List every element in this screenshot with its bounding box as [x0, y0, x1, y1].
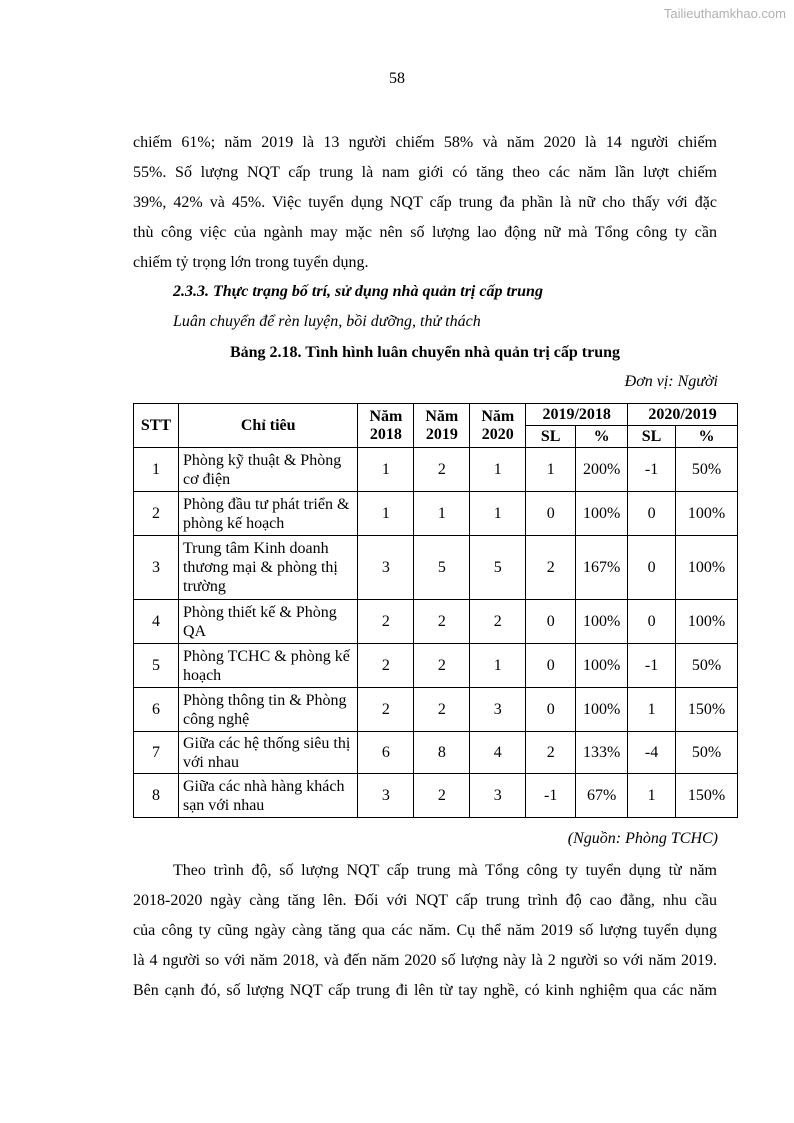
paragraph-intro [133, 128, 717, 278]
page-number: 58 [389, 70, 405, 87]
text-line: chiếm tỷ trọng lớn trong tuyển dụng. [133, 254, 369, 271]
cell-sl-1: 2 [526, 732, 576, 774]
cell-stt: 6 [134, 688, 179, 732]
cell-2019: 1 [414, 492, 470, 536]
table-row [134, 600, 738, 644]
paragraph-recruitment [133, 856, 717, 1006]
cell-stt: 2 [134, 492, 179, 536]
watermark: Tailieuthamkhao.com [663, 6, 786, 21]
cell-sl-1: 1 [526, 448, 576, 492]
cell-pct-2: 100% [676, 600, 738, 644]
cell-stt: 4 [134, 600, 179, 644]
header-year-2019: Năm 2019 [414, 404, 470, 448]
cell-2018: 2 [358, 644, 414, 688]
cell-2019: 2 [414, 644, 470, 688]
cell-2019: 2 [414, 774, 470, 818]
cell-2019: 8 [414, 732, 470, 774]
cell-2018: 1 [358, 448, 414, 492]
cell-pct-1: 100% [576, 492, 628, 536]
cell-sl-2: 0 [628, 536, 676, 600]
rotation-table [133, 403, 738, 818]
cell-pct-2: 100% [676, 536, 738, 600]
text-line: Theo trình độ, số lượng NQT cấp trung mà Tổng công ty tuyển dụng từ năm [173, 862, 717, 879]
cell-sl-2: -1 [628, 448, 676, 492]
cell-2018: 6 [358, 732, 414, 774]
cell-pct-1: 100% [576, 644, 628, 688]
text-line: thù công việc của ngành may mặc nên số lượng lao động nữ mà Tổng công ty cần [133, 224, 717, 241]
source-note: (Nguồn: Phòng TCHC) [567, 830, 718, 847]
cell-2018: 3 [358, 774, 414, 818]
cell-2018: 1 [358, 492, 414, 536]
cell-2020: 4 [470, 732, 526, 774]
cell-indicator: Phòng thiết kế & Phòng QA [178, 600, 357, 644]
header-year-2018: Năm 2018 [358, 404, 414, 448]
header-pct: % [576, 426, 628, 448]
cell-pct-2: 50% [676, 448, 738, 492]
text-line: 55%. Số lượng NQT cấp trung là nam giới có tăng theo các năm lần lượt chiếm [133, 164, 717, 181]
cell-pct-1: 100% [576, 688, 628, 732]
header-compare-2020-2019: 2020/2019 [628, 404, 738, 426]
cell-stt: 3 [134, 536, 179, 600]
cell-2020: 1 [470, 644, 526, 688]
cell-sl-1: 0 [526, 492, 576, 536]
cell-sl-1: 0 [526, 688, 576, 732]
cell-indicator: Phòng kỹ thuật & Phòng cơ điện [178, 448, 357, 492]
cell-pct-2: 50% [676, 644, 738, 688]
section-heading: 2.3.3. Thực trạng bố trí, sử dụng nhà quản trị cấp trung [173, 283, 543, 300]
cell-indicator: Phòng TCHC & phòng kế hoạch [178, 644, 357, 688]
cell-pct-2: 50% [676, 732, 738, 774]
header-year-2020: Năm 2020 [470, 404, 526, 448]
cell-2019: 2 [414, 448, 470, 492]
header-sl: SL [628, 426, 676, 448]
cell-indicator: Giữa các nhà hàng khách sạn với nhau [178, 774, 357, 818]
cell-pct-1: 133% [576, 732, 628, 774]
cell-sl-2: 1 [628, 774, 676, 818]
cell-sl-1: 0 [526, 600, 576, 644]
header-indicator: Chỉ tiêu [178, 404, 357, 448]
cell-pct-1: 200% [576, 448, 628, 492]
cell-stt: 5 [134, 644, 179, 688]
text-line: Bên cạnh đó, số lượng NQT cấp trung đi lên từ tay nghề, có kinh nghiệm qua các năm [133, 982, 717, 999]
cell-pct-1: 167% [576, 536, 628, 600]
cell-2019: 2 [414, 600, 470, 644]
cell-2020: 1 [470, 492, 526, 536]
cell-indicator: Trung tâm Kinh doanh thương mại & phòng thị trường [178, 536, 357, 600]
cell-2020: 1 [470, 448, 526, 492]
cell-sl-1: 0 [526, 644, 576, 688]
cell-sl-2: 0 [628, 492, 676, 536]
header-compare-2019-2018: 2019/2018 [526, 404, 628, 426]
cell-pct-2: 100% [676, 492, 738, 536]
cell-2018: 3 [358, 536, 414, 600]
table-row [134, 448, 738, 492]
cell-stt: 8 [134, 774, 179, 818]
table-title: Bảng 2.18. Tình hình luân chuyển nhà quản trị cấp trung [229, 344, 621, 361]
cell-sl-1: 2 [526, 536, 576, 600]
sub-heading: Luân chuyển để rèn luyện, bồi dưỡng, thử thách [173, 313, 481, 330]
cell-sl-2: -4 [628, 732, 676, 774]
text-line: 39%, 42% và 45%. Việc tuyển dụng NQT cấp trung đa phần là nữ cho thấy với đặc [133, 194, 717, 211]
cell-2019: 5 [414, 536, 470, 600]
table-row [134, 492, 738, 536]
text-line: của công ty cũng ngày càng tăng qua các năm. Cụ thể năm 2019 số lượng tuyển dụng [133, 922, 717, 939]
cell-2020: 3 [470, 688, 526, 732]
header-sl: SL [526, 426, 576, 448]
cell-pct-2: 150% [676, 774, 738, 818]
cell-pct-2: 150% [676, 688, 738, 732]
cell-2018: 2 [358, 688, 414, 732]
cell-indicator: Phòng đầu tư phát triển & phòng kế hoạch [178, 492, 357, 536]
cell-sl-2: 0 [628, 600, 676, 644]
cell-2019: 2 [414, 688, 470, 732]
cell-stt: 7 [134, 732, 179, 774]
cell-pct-1: 100% [576, 600, 628, 644]
text-line: là 4 người so với năm 2018, và đến năm 2020 số lượng này là 2 người so với năm 2019. [133, 952, 717, 969]
cell-2020: 5 [470, 536, 526, 600]
cell-sl-1: -1 [526, 774, 576, 818]
table-row [134, 732, 738, 774]
cell-2018: 2 [358, 600, 414, 644]
table-row [134, 774, 738, 818]
header-pct: % [676, 426, 738, 448]
unit-label: Đơn vị: Người [624, 373, 718, 390]
table-row [134, 536, 738, 600]
cell-pct-1: 67% [576, 774, 628, 818]
cell-sl-2: 1 [628, 688, 676, 732]
cell-2020: 3 [470, 774, 526, 818]
header-stt: STT [134, 404, 179, 448]
text-line: chiếm 61%; năm 2019 là 13 người chiếm 58% và năm 2020 là 14 người chiếm [133, 134, 717, 151]
cell-indicator: Giữa các hệ thống siêu thị với nhau [178, 732, 357, 774]
cell-sl-2: -1 [628, 644, 676, 688]
table-row [134, 644, 738, 688]
cell-2020: 2 [470, 600, 526, 644]
cell-stt: 1 [134, 448, 179, 492]
table-row [134, 688, 738, 732]
cell-indicator: Phòng thông tin & Phòng công nghệ [178, 688, 357, 732]
text-line: 2018-2020 ngày càng tăng lên. Đối với NQT cấp trung trình độ cao đẳng, nhu cầu [133, 892, 717, 909]
